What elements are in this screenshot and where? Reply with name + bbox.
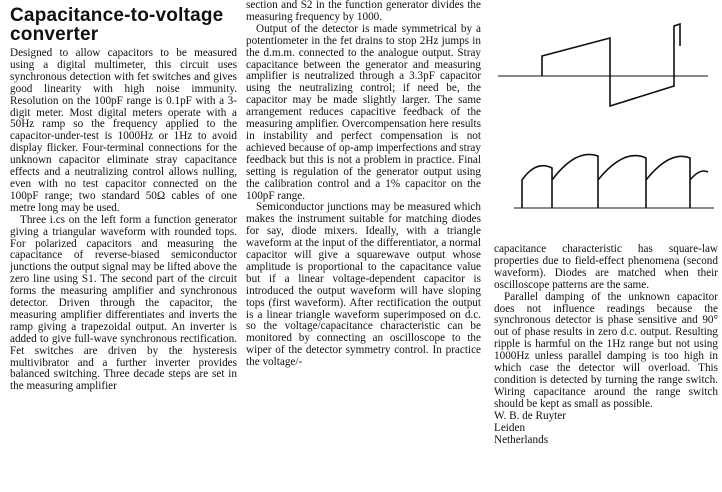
author-name: W. B. de Ruyter (494, 409, 566, 422)
paragraph: Designed to allow capacitors to be measured using a digital multimeter, this circuit uses synchronous detection with fet switches and gives good linearity with high noise immunity. Resolution on the 100pF range is 0.1pF with a 3-digit meter. Most digital meters operate with a 50Hz ramp so the frequency applied to the capacitor-under-test is 1000Hz or 1Hz to avoid display flicker. Four-terminal connections for the unknown capacitor eliminate stray capacitance effects and a neutralizing control allows nulling, even with no test capacitor connected on the 100pF range; two standard 50Ω cables of one metre long may be used. (10, 47, 237, 214)
paragraph: Semiconductor junctions may be measured which makes the instrument suitable for matching diodes for say, diode mixers. Ideally, with a triangle waveform at the input of the differentiator, a normal capacitor will give a squarewave output whose amplitude is proportional to the capacitance value but if a linear voltage-dependent capacitor is introduced the output waveform will have sloping tops (first waveform). After rectification the output is a linear triangle waveform superimposed on d.c. so the voltage/capacitance characteristic can be monitored by connecting an oscilloscope to the wiper of the detector symmetry control. In practice the voltage/- (246, 201, 481, 369)
paragraph: section and S2 in the function generator divides the measuring frequency by 1000. (246, 0, 481, 23)
paragraph: Output of the detector is made symmetrical by a potentiometer in the fet drains to stop 2Hz jumps in the d.m.m. connected to the analogue output. Stray capacitance between the generator and measuring amplifier is neutralized through a 3.3pF capacitor using the neutralizing control; if need be, the capacitor may be made slightly larger. The same arrangement reduces capacitive feedback of the measuring amplifier. Overcompensation here results in instability and perfect compensation is not achieved because of op-amp imperfections and stray feedback but this is not a problem in practice. Final setting is regulation of the generator output using the calibration control and a 1% capacitor on the 100pF range. (246, 22, 481, 202)
sloping-square-waveform (498, 24, 708, 106)
waveform-figure (494, 8, 718, 234)
column-1 (10, 0, 237, 393)
title-line-1: Capacitance-to-voltage (10, 5, 224, 26)
column-3 (494, 244, 718, 446)
article-title (10, 6, 237, 44)
paragraph: capacitance characteristic has square-law properties due to field-effect phenomena (second waveform). Diodes are matched when their oscilloscope patterns are the same. (494, 243, 718, 291)
author-country: Netherlands (494, 433, 549, 446)
waveform-trace-1 (542, 24, 680, 106)
rectified-waveform (514, 154, 714, 208)
waveform-trace-2 (522, 154, 708, 208)
paragraph: Parallel damping of the unknown capacitor does not influence readings because the synchronous detector is phase sensitive and 90° out of phase results in zero d.c. output. Resulting ripple is harmful on the 1Hz range but not using 1000Hz unless parallel damping is too high in which case the detector will overload. This condition is detected by turning the range switch. Wiring capacitance around the range switch should be kept as small as possible. (494, 290, 718, 410)
paragraph: Three i.cs on the left form a function generator giving a triangular waveform with rounded tops. For polarized capacitors and measuring the capacitance of reverse-biased semiconductor junctions the output signal may be lifted above the zero line using S1. The second part of the circuit forms the measuring amplifier and synchronous detector. Driven through the capacitor, the measuring amplifier differentiates and inverts the ramp giving a trapezoidal output. An inverter is added to give full-wave synchronous rectification. Fet switches are driven by the hysteresis multivibrator and a further inverter provides balanced switching. Three decade steps are set in the measuring amplifier (10, 213, 237, 393)
column-2 (246, 0, 481, 369)
author-city: Leiden (494, 421, 526, 434)
title-line-2: converter (10, 24, 99, 45)
